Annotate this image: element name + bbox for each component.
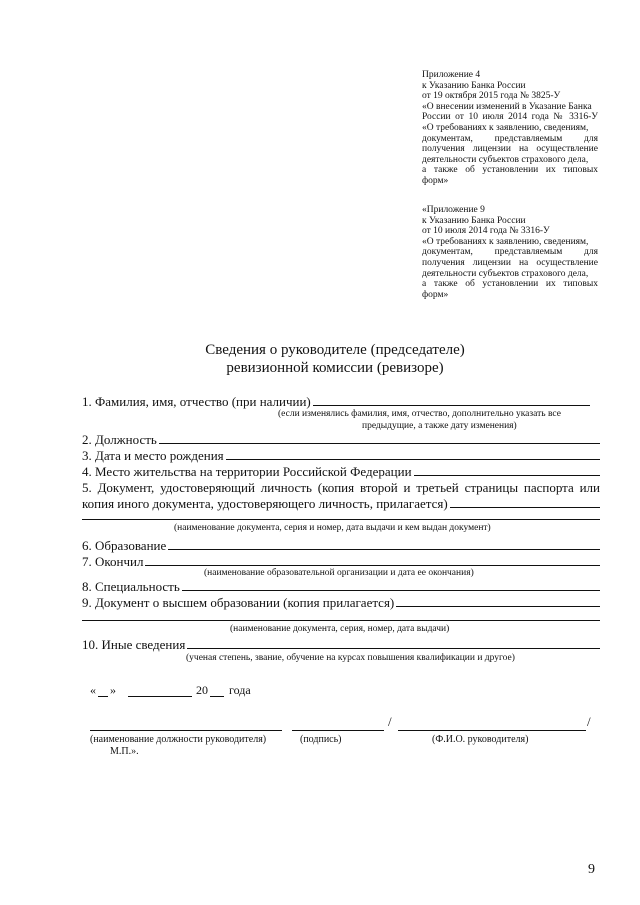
appendix-2-line: «Приложение 9 [422,205,485,215]
appendix-2-line: форм» [422,289,449,300]
appendix-1-line: деятельности субъектов страхового дела, [422,154,589,165]
field-higher-education-doc-hint: (наименование документа, серия, номер, дата выдачи) [230,624,450,634]
other-info-input-line[interactable] [187,647,600,649]
field-residence [82,464,600,479]
position-signature-line[interactable] [90,730,282,731]
field-full-name-label: 1. Фамилия, имя, отчество (при наличии) [82,394,311,409]
appendix-2-line: к Указанию Банка России [422,215,526,226]
signature-separator: / [388,714,392,729]
residence-input-line[interactable] [414,474,600,476]
appendix-1-line: России от 10 июля 2014 года № 3316-У [422,112,598,123]
field-specialty-label: 8. Специальность [82,579,180,594]
field-identity-doc-line-1: 5. Документ, удостоверяющий личность (копия второй и третьей страницы паспорта или [82,480,600,495]
field-graduated-label: 7. Окончил [82,554,144,569]
appendix-1-line: документам, представляемым для [422,133,598,144]
appendix-2-line: получения лицензии на осуществление [422,257,598,268]
specialty-input-line[interactable] [182,589,600,591]
field-other-info-label: 10. Иные сведения [82,637,186,652]
higher-education-doc-input-line[interactable] [396,605,600,607]
identity-doc-input-line-2[interactable] [82,519,600,520]
sig-label-signature: (подпись) [300,734,342,745]
field-birth-label: 3. Дата и место рождения [82,448,224,463]
appendix-2-line: а также об установлении их типовых [422,279,598,290]
name-signature-line[interactable] [398,730,586,731]
field-full-name-hint-1: (если изменялись фамилия, имя, отчество, дополнительно указать все [278,409,561,419]
title-line-2: ревизионной комиссии (ревизоре) [226,360,444,376]
field-other-info [82,637,600,652]
graduated-input-line[interactable] [145,564,600,566]
appendix-note-1 [422,70,598,187]
field-higher-education-doc [82,595,600,610]
title-line-1: Сведения о руководителе (председателе) [205,342,465,358]
stamp-label: М.П.». [110,746,139,757]
field-other-info-hint: (ученая степень, звание, обучение на курсах повышения квалификации и другое) [186,653,515,663]
position-input-line[interactable] [159,442,600,444]
sig-label-position: (наименование должности руководителя) [90,734,267,745]
date-year-line[interactable] [210,696,224,697]
appendix-1-line: получения лицензии на осуществление [422,144,598,155]
field-identity-doc [82,496,600,511]
field-residence-label: 4. Место жительства на территории Российской Федерации [82,464,412,479]
date-close-quote: » [110,683,116,697]
appendix-1-line: а также об установлении их типовых [422,165,598,176]
appendix-1-line: Приложение 4 [422,70,481,80]
date-day-line[interactable] [98,696,108,697]
appendix-1-line: от 19 октября 2015 года № 3825-У [422,91,561,102]
appendix-1-line: форм» [422,175,449,186]
document-title [120,341,550,377]
appendix-2-line: документам, представляемым для [422,247,598,258]
date-open-quote: « [90,683,96,697]
page-number: 9 [588,862,595,877]
date-year-prefix: 20 [196,683,208,697]
field-higher-education-doc-label: 9. Документ о высшем образовании (копия прилагается) [82,595,395,610]
appendix-1-line: «О требованиях к заявлению, сведениям, [422,122,589,133]
date-month-line[interactable] [128,696,192,697]
field-graduated-hint: (наименование образовательной организации и дата ее окончания) [204,568,474,578]
appendix-2-line: деятельности субъектов страхового дела, [422,268,589,279]
date-suffix: года [229,683,251,697]
sig-label-name: (Ф.И.О. руководителя) [432,734,529,745]
appendix-note-2 [422,205,598,300]
signature-separator-end: / [587,714,591,729]
identity-doc-input-line[interactable] [450,506,600,508]
field-identity-doc-label: копия иного документа, удостоверяющего личность, прилагается) [82,496,448,511]
field-specialty [82,579,600,594]
field-graduated [82,554,600,569]
education-input-line[interactable] [168,548,600,550]
field-position-label: 2. Должность [82,432,157,447]
field-education [82,538,600,553]
birth-input-line[interactable] [226,458,600,460]
field-identity-doc-hint: (наименование документа, серия и номер, дата выдачи и кем выдан документ) [174,523,491,533]
field-full-name [82,394,590,409]
appendix-2-line: «О требованиях к заявлению, сведениям, [422,236,589,247]
full-name-input-line[interactable] [313,404,590,406]
field-full-name-hint-2: предыдущие, а также дату изменения) [362,421,517,431]
appendix-1-line: «О внесении изменений в Указание Банка [422,101,592,112]
higher-education-doc-input-line-2[interactable] [82,620,600,621]
signature-line[interactable] [292,730,384,731]
field-birth [82,448,600,463]
appendix-1-line: к Указанию Банка России [422,80,526,91]
field-education-label: 6. Образование [82,538,167,553]
field-position [82,432,600,447]
appendix-2-line: от 10 июля 2014 года № 3316-У [422,226,550,237]
